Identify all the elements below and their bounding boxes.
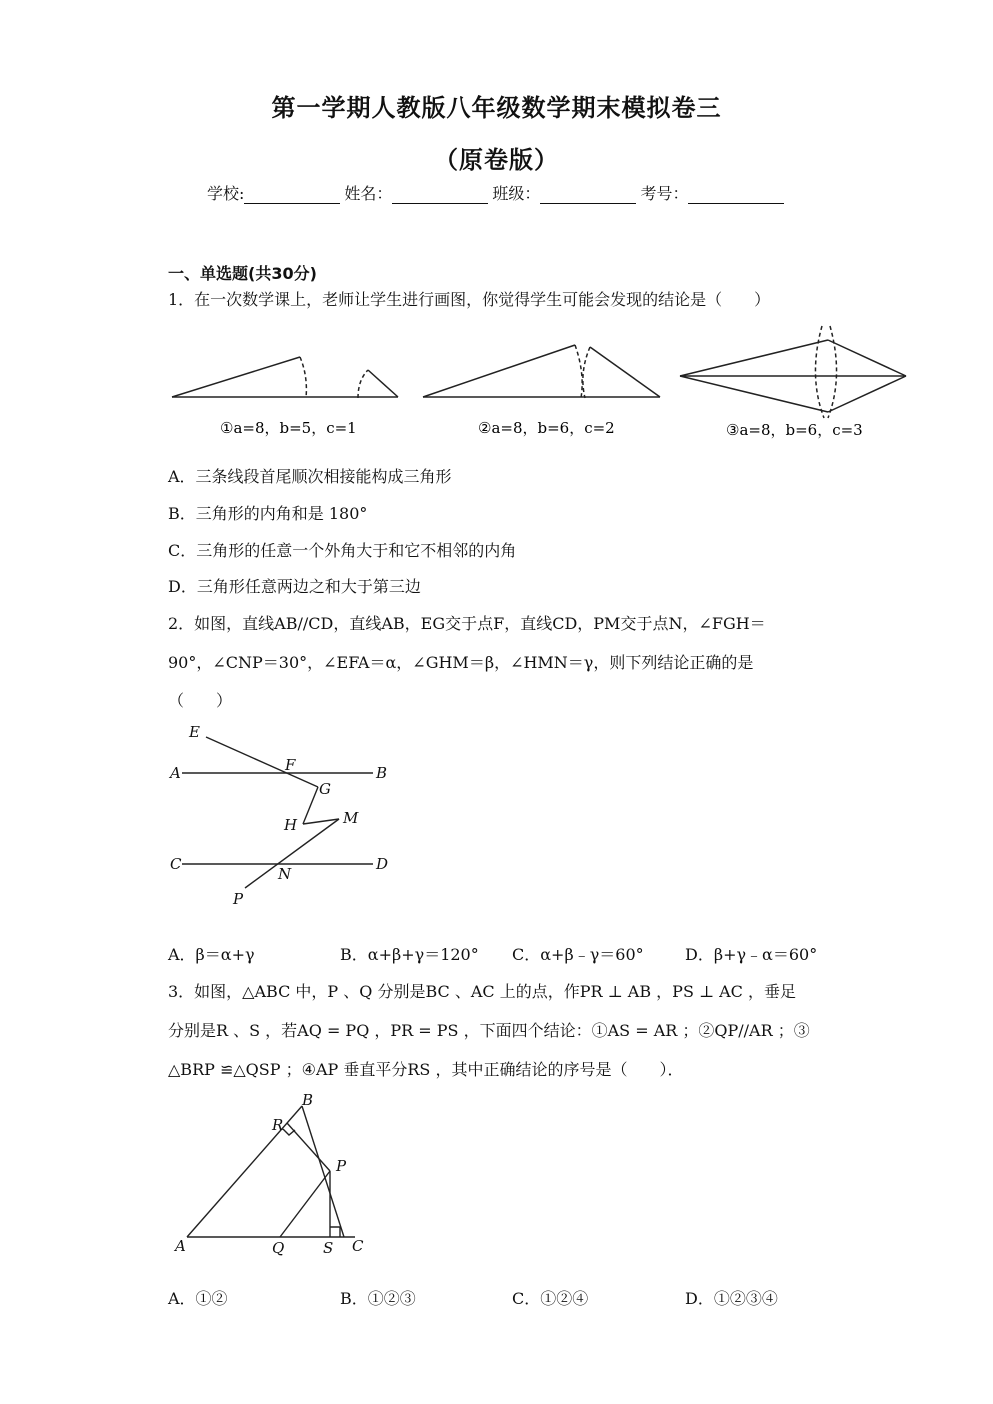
- q1-option-b[interactable]: B．三角形的内角和是 180°: [168, 504, 368, 523]
- exam-no-label: 考号：: [640, 184, 689, 203]
- q3-label-p: P: [336, 1157, 347, 1175]
- q3-label-c: C: [352, 1237, 364, 1255]
- q2-label-h: H: [284, 816, 298, 834]
- q1-option-a[interactable]: A．三条线段首尾顺次相接能构成三角形: [168, 467, 452, 486]
- q2-option-d[interactable]: D．β+γ﹣α＝60°: [685, 945, 818, 964]
- class-blank[interactable]: [540, 185, 636, 204]
- q3-option-d[interactable]: D．①②③④: [685, 1289, 778, 1308]
- q3-stem-line3: △BRP ≌△QSP ；④AP 垂直平分RS ，其中正确结论的序号是（ ）．: [168, 1060, 684, 1079]
- exam-no-blank[interactable]: [688, 185, 784, 204]
- q2-label-n: N: [278, 865, 292, 883]
- page-title: 第一学期人教版八年级数学期末模拟卷三: [271, 94, 722, 122]
- q1-caption-1: ①a=8，b=5，c=1: [220, 419, 357, 437]
- q1-option-d[interactable]: D．三角形任意两边之和大于第三边: [168, 577, 421, 596]
- q2-options: [168, 942, 868, 964]
- school-label: 学校:: [207, 184, 245, 203]
- name-label: 姓名：: [344, 184, 393, 203]
- q2-label-e: E: [189, 723, 200, 741]
- section-heading: 一、单选题(共30分): [168, 264, 317, 283]
- q1-caption-3: ③a=8，b=6，c=3: [726, 421, 863, 439]
- q2-label-d: D: [376, 855, 389, 873]
- q3-option-c[interactable]: C．①②④: [512, 1289, 589, 1308]
- q3-option-b[interactable]: B．①②③: [340, 1289, 416, 1308]
- q2-label-f: F: [285, 756, 296, 774]
- q2-label-g: G: [319, 780, 331, 798]
- page-subtitle: （原卷版）: [434, 146, 559, 174]
- q2-label-a: A: [170, 764, 181, 782]
- q1-stem: 1．在一次数学课上，老师让学生进行画图，你觉得学生可能会发现的结论是（ ）: [168, 290, 771, 309]
- q3-label-r: R: [272, 1116, 284, 1134]
- q1-figure: [160, 318, 920, 448]
- q3-stem-line1: 3．如图，△ABC 中，P 、Q 分别是BC 、AC 上的点，作PR ⊥ AB ，PS ⊥ AC ，垂足: [168, 982, 797, 1001]
- q2-option-a[interactable]: A．β＝α+γ: [168, 945, 255, 964]
- q3-option-a[interactable]: A．①②: [168, 1289, 228, 1308]
- q2-label-b: B: [376, 764, 388, 782]
- q3-figure: [165, 1085, 385, 1265]
- q2-option-c[interactable]: C．α+β﹣γ＝60°: [512, 945, 644, 964]
- q3-label-b: B: [302, 1091, 314, 1109]
- class-label: 班级：: [492, 184, 541, 203]
- q3-label-a: A: [175, 1237, 186, 1255]
- q1-caption-2: ②a=8，b=6，c=2: [478, 419, 615, 437]
- student-info-row: [207, 181, 788, 204]
- q2-stem-line1: 2．如图，直线AB//CD，直线AB，EG交于点F，直线CD，PM交于点N，∠FGH＝: [168, 614, 766, 633]
- q2-stem-line3: （ ）: [168, 691, 233, 710]
- q3-label-q: Q: [272, 1239, 285, 1257]
- q3-options: [168, 1286, 868, 1308]
- q2-label-p: P: [233, 890, 244, 908]
- q1-option-c[interactable]: C．三角形的任意一个外角大于和它不相邻的内角: [168, 541, 517, 560]
- q3-label-s: S: [323, 1239, 334, 1257]
- q2-label-m: M: [343, 809, 359, 827]
- q2-figure: [165, 715, 405, 915]
- q3-stem-line2: 分别是R 、S ，若AQ = PQ ，PR = PS ，下面四个结论：①AS = AR ；②QP//AR ；③: [168, 1021, 810, 1040]
- q2-label-c: C: [170, 855, 182, 873]
- q2-option-b[interactable]: B．α+β+γ＝120°: [340, 945, 479, 964]
- name-blank[interactable]: [392, 185, 488, 204]
- q2-stem-line2: 90°，∠CNP＝30°，∠EFA＝α，∠GHM＝β，∠HMN＝γ，则下列结论正确的是: [168, 653, 754, 672]
- school-blank[interactable]: [244, 185, 340, 204]
